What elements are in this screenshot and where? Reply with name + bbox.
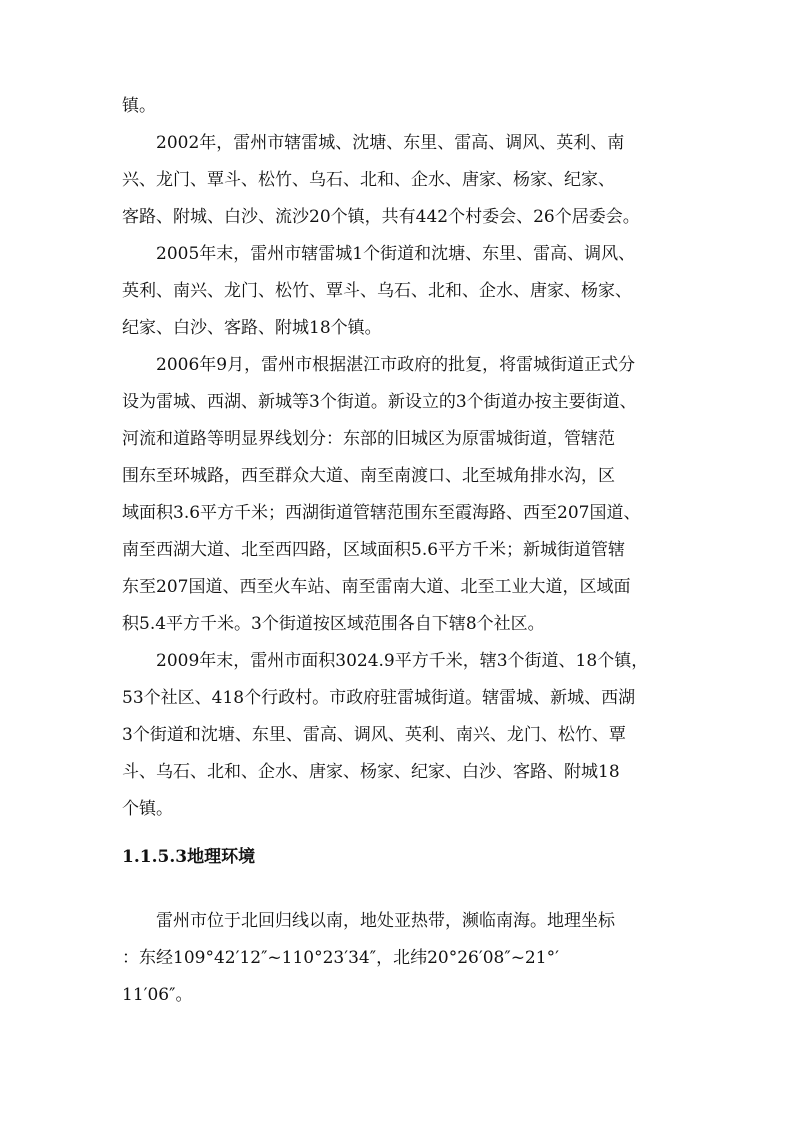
admin-history-text bbox=[122, 88, 674, 828]
text-line: 兴、龙门、覃斗、松竹、乌石、北和、企水、唐家、杨家、纪家、 bbox=[122, 170, 615, 190]
text-line: 11′06″。 bbox=[122, 985, 193, 1005]
text-line: 2009年末，雷州市面积3024.9平方千米，辖3个街道、18个镇， bbox=[156, 651, 649, 671]
text-line: ：东经109°42′12″~110°23′34″，北纬20°26′08″~21°′ bbox=[122, 948, 559, 968]
text-line: 雷州市位于北回归线以南，地处亚热带，濒临南海。地理坐标 bbox=[156, 911, 615, 931]
section-heading: 1.1.5.3地理环境 bbox=[122, 847, 256, 867]
text-line: 英利、南兴、龙门、松竹、覃斗、乌石、北和、企水、唐家、杨家、 bbox=[122, 281, 632, 301]
text-line: 域面积3.6平方千米；西湖街道管辖范围东至霞海路、西至207国道、 bbox=[122, 503, 641, 523]
text-line: 积5.4平方千米。3个街道按区域范围各自下辖8个社区。 bbox=[122, 614, 545, 634]
text-line: 设为雷城、西湖、新城等3个街道。新设立的3个街道办按主要街道、 bbox=[122, 392, 637, 412]
text-line: 南至西湖大道、北至西四路，区域面积5.6平方千米；新城街道管辖 bbox=[122, 540, 626, 560]
text-line: 河流和道路等明显界线划分：东部的旧城区为原雷城街道，管辖范 bbox=[122, 429, 615, 449]
text-line: 镇。 bbox=[122, 96, 156, 116]
text-line: 围东至环城路，西至群众大道、南至南渡口、北至城角排水沟，区 bbox=[122, 466, 615, 486]
text-line: 2006年9月，雷州市根据湛江市政府的批复，将雷城街道正式分 bbox=[156, 355, 636, 375]
text-line: 斗、乌石、北和、企水、唐家、杨家、纪家、白沙、客路、附城18 bbox=[122, 762, 620, 782]
text-line: 纪家、白沙、客路、附城18个镇。 bbox=[122, 318, 382, 338]
text-line: 2002年，雷州市辖雷城、沈塘、东里、雷高、调风、英利、南 bbox=[156, 133, 625, 153]
text-line: 个镇。 bbox=[122, 799, 173, 819]
text-line: 客路、附城、白沙、流沙20个镇，共有442个村委会、26个居委会。 bbox=[122, 207, 640, 227]
text-line: 53个社区、418个行政村。市政府驻雷城街道。辖雷城、新城、西湖 bbox=[122, 688, 636, 708]
geography-text bbox=[122, 903, 674, 1014]
text-line: 3个街道和沈塘、东里、雷高、调风、英利、南兴、龙门、松竹、覃 bbox=[122, 725, 626, 745]
text-line: 东至207国道、西至火车站、南至雷南大道、北至工业大道，区域面 bbox=[122, 577, 631, 597]
text-line: 2005年末，雷州市辖雷城1个街道和沈塘、东里、雷高、调风、 bbox=[156, 244, 636, 264]
